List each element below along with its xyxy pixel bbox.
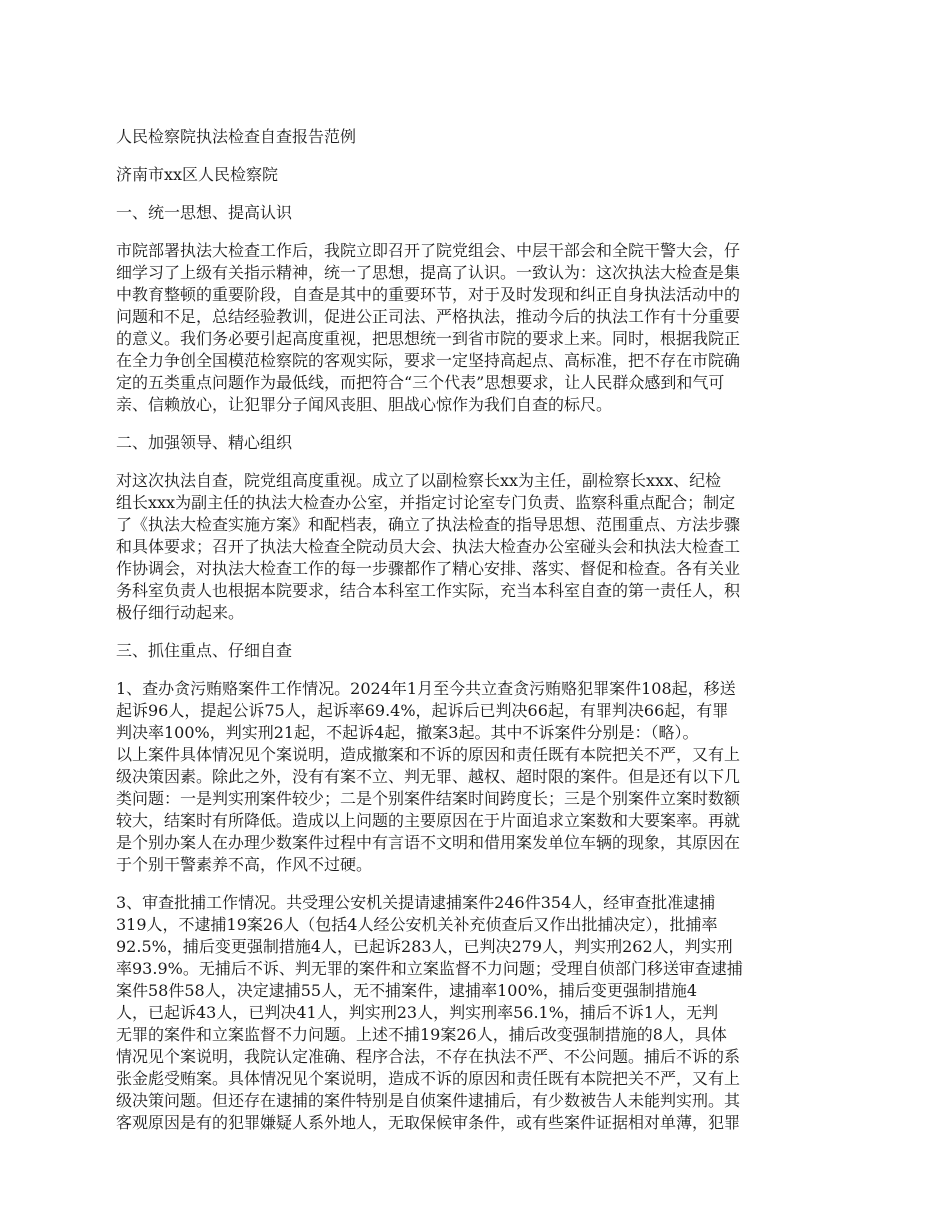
paragraph-line: 对这次执法自查，院党组高度重视。成立了以副检察长xx为主任，副检察长xxx、纪检 (116, 471, 722, 490)
paragraph-line: 于个别干警素养不高，作风不过硬。 (116, 855, 373, 874)
paragraph-line: 市院部署执法大检查工作后，我院立即召开了院党组会、中层干部会和全院干警大会，仔 (116, 241, 741, 260)
document-title: 人民检察院执法检查自查报告范例 (116, 127, 357, 146)
paragraph-line: 和具体要求；召开了执法大检查全院动员大会、执法大检查办公室碰头会和执法大检查工 (116, 537, 741, 556)
paragraph-3 (116, 678, 838, 876)
paragraph-line: 的意义。我们务必要引起高度重视，把思想统一到省市院的要求上来。同时，根据我院正 (116, 329, 741, 348)
paragraph-line: 起诉96人，提起公诉75人，起诉率69.4%，起诉后已判决66起，有罪判决66起，有罪 (116, 701, 729, 720)
paragraph-line: 组长xxx为副主任的执法大检查办公室，并指定讨论室专门负责、监察科重点配合；制定 (116, 493, 736, 512)
paragraph-line: 类问题：一是判实刑案件较少；二是个别案件结案时间跨度长；三是个别案件立案时数额 (116, 789, 741, 808)
document-organization: 济南市xx区人民检察院 (116, 165, 279, 184)
paragraph-line: 判决率100%，判实刑21起，不起诉4起，撤案3起。其中不诉案件分别是：（略）。 (116, 723, 699, 742)
paragraph-line: 极仔细行动起来。 (116, 603, 245, 622)
paragraph-line: 中教育整顿的重要阶段，自查是其中的重要环节，对于及时发现和纠正自身执法活动中的 (116, 285, 741, 304)
section-heading-3: 三、抓住重点、仔细自查 (116, 641, 293, 660)
paragraph-line: 细学习了上级有关指示精神，统一了思想，提高了认识。一致认为：这次执法大检查是集 (116, 263, 741, 282)
section-heading-2: 二、加强领导、精心组织 (116, 433, 293, 452)
paragraph-1 (116, 240, 838, 416)
paragraph-line: 较大，结案时有所降低。造成以上问题的主要原因在于片面追求立案数和大要案率。再就 (116, 811, 741, 830)
paragraph-2 (116, 470, 838, 624)
paragraph-line: 了《执法大检查实施方案》和配档表，确立了执法检查的指导思想、范围重点、方法步骤 (116, 515, 741, 534)
paragraph-line: 以上案件具体情况见个案说明，造成撤案和不诉的原因和责任既有本院把关不严，又有上 (116, 745, 741, 764)
paragraph-line: 无罪的案件和立案监督不力问题。上述不捕19案26人，捕后改变强制措施的8人，具体 (116, 1025, 727, 1044)
paragraph-line: 是个别办案人在办理少数案件过程中有言语不文明和借用案发单位车辆的现象，其原因在 (116, 833, 741, 852)
paragraph-4 (116, 892, 838, 1134)
paragraph-line: 3、审查批捕工作情况。共受理公安机关提请逮捕案件246件354人，经审查批准逮捕 (116, 893, 716, 912)
section-heading-1: 一、统一思想、提高认识 (116, 203, 293, 222)
document-page (116, 126, 838, 1150)
paragraph-line: 定的五类重点问题作为最低线，而把符合“三个代表”思想要求，让人民群众感到和气可 (116, 373, 725, 392)
paragraph-line: 亲、信赖放心，让犯罪分子闻风丧胆、胆战心惊作为我们自查的标尺。 (116, 395, 613, 414)
paragraph-line: 案件58件58人，决定逮捕55人，无不捕案件，逮捕率100%，捕后变更强制措施4 (116, 981, 698, 1000)
paragraph-line: 客观原因是有的犯罪嫌疑人系外地人，无取保候审条件，或有些案件证据相对单薄，犯罪 (116, 1113, 741, 1132)
paragraph-line: 问题和不足，总结经验教训，促进公正司法、严格执法，推动今后的执法工作有十分重要 (116, 307, 741, 326)
paragraph-line: 级决策问题。但还存在逮捕的案件特别是自侦案件逮捕后，有少数被告人未能判实刑。其 (116, 1091, 741, 1110)
paragraph-line: 张金彪受贿案。具体情况见个案说明，造成不诉的原因和责任既有本院把关不严，又有上 (116, 1069, 741, 1088)
paragraph-line: 情况见个案说明，我院认定准确、程序合法，不存在执法不严、不公问题。捕后不诉的系 (116, 1047, 741, 1066)
paragraph-line: 在全力争创全国模范检察院的客观实际，要求一定坚持高起点、高标准，把不存在市院确 (116, 351, 741, 370)
paragraph-line: 率93.9%。无捕后不诉、判无罪的案件和立案监督不力问题；受理自侦部门移送审查逮捕 (116, 959, 743, 978)
paragraph-line: 1、查办贪污贿赂案件工作情况。2024年1月至今共立查贪污贿赂犯罪案件108起，移送 (116, 679, 736, 698)
paragraph-line: 人，已起诉43人，已判决41人，判实刑23人，判实刑率56.1%，捕后不诉1人，无判 (116, 1003, 719, 1022)
paragraph-line: 92.5%，捕后变更强制措施4人，已起诉283人，已判决279人，判实刑262人，判实刑 (116, 937, 733, 956)
paragraph-line: 作协调会，对执法大检查工作的每一步骤都作了精心安排、落实、督促和检查。各有关业 (116, 559, 741, 578)
paragraph-line: 务科室负责人也根据本院要求，结合本科室工作实际，充当本科室自查的第一责任人，积 (116, 581, 741, 600)
paragraph-line: 级决策因素。除此之外，没有有案不立、判无罪、越权、超时限的案件。但是还有以下几 (116, 767, 741, 786)
paragraph-line: 319人，不逮捕19案26人（包括4人经公安机关补充侦查后又作出批捕决定），批捕率 (116, 915, 718, 934)
